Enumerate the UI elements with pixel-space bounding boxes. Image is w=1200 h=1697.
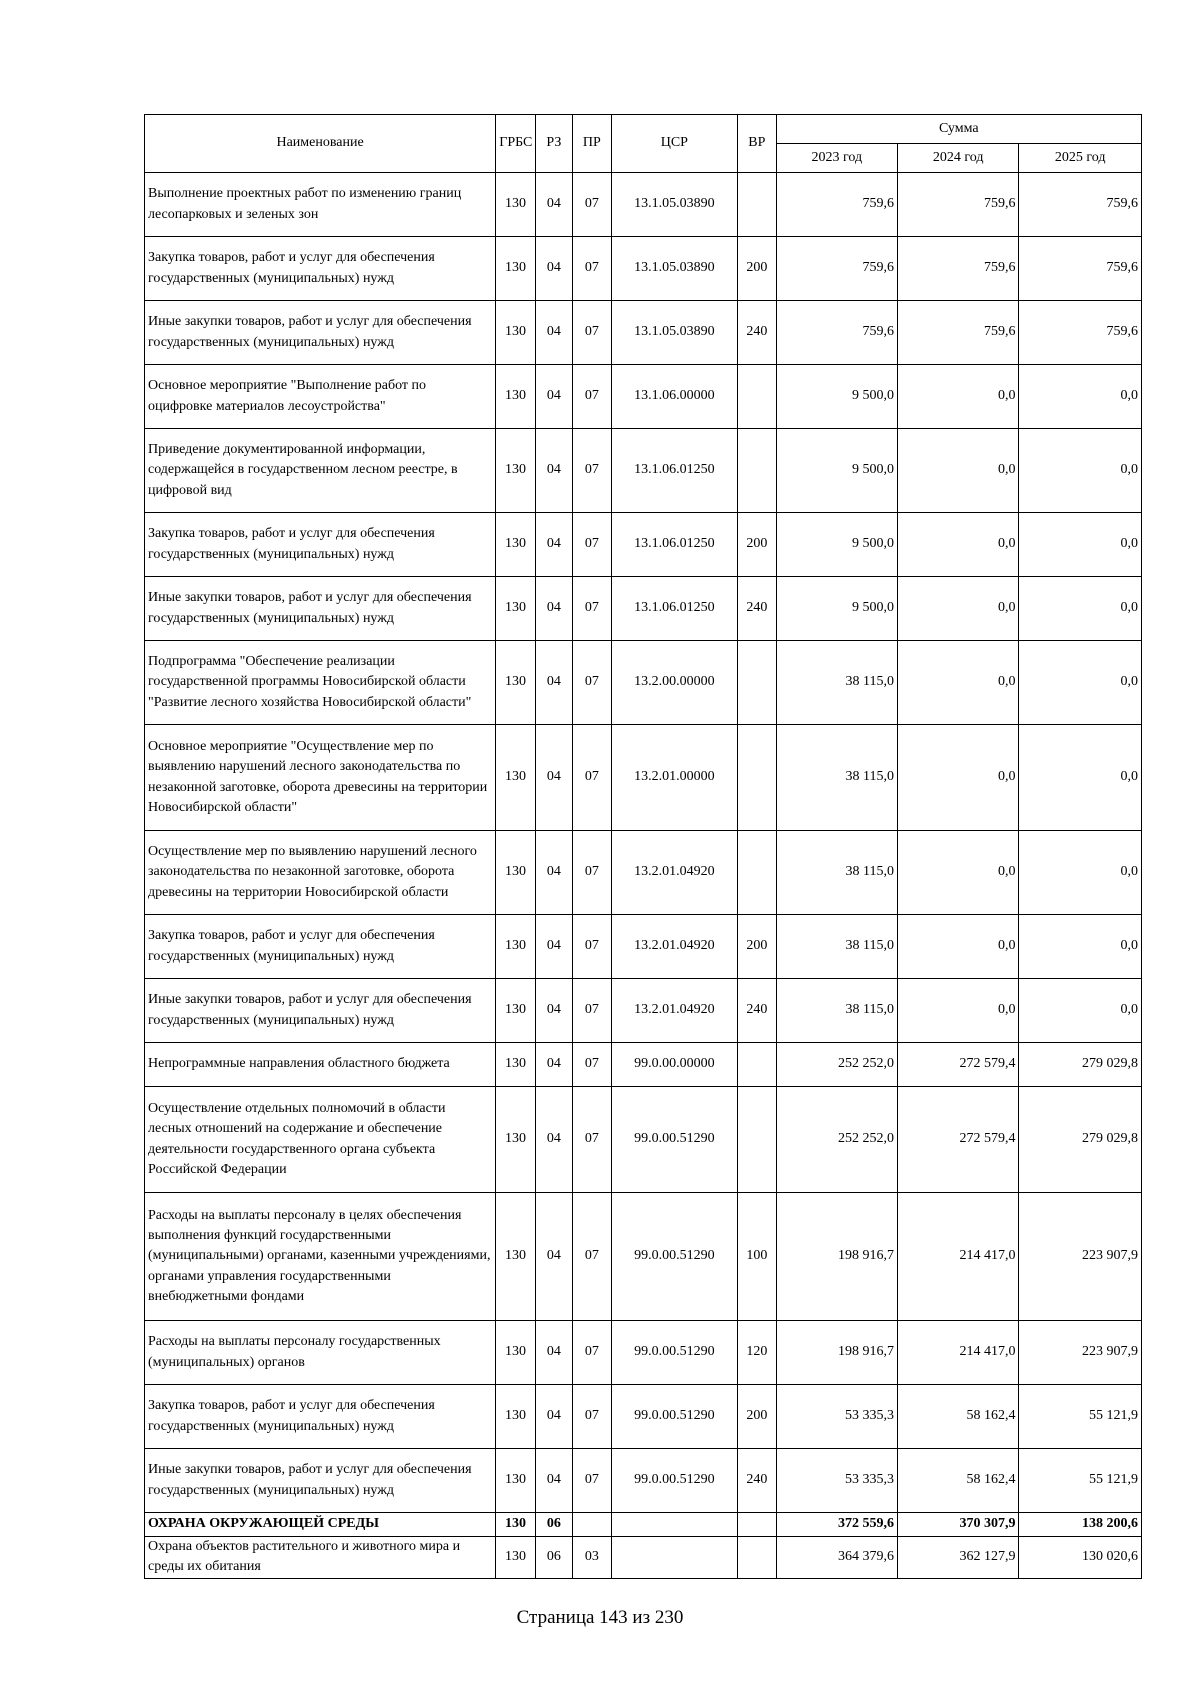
cell-grbs: 130 (496, 641, 535, 725)
cell-csr: 13.2.01.00000 (611, 725, 738, 831)
cell-y2023: 252 252,0 (776, 1043, 897, 1087)
cell-csr (611, 1537, 738, 1579)
cell-pr: 07 (573, 513, 611, 577)
cell-vr: 240 (738, 301, 776, 365)
cell-vr (738, 1537, 776, 1579)
cell-name: Выполнение проектных работ по изменению границ лесопарковых и зеленых зон (145, 173, 496, 237)
cell-vr (738, 831, 776, 915)
cell-vr: 240 (738, 577, 776, 641)
cell-grbs: 130 (496, 301, 535, 365)
cell-vr: 200 (738, 237, 776, 301)
table-row (145, 1449, 1142, 1513)
cell-y2025: 0,0 (1019, 915, 1142, 979)
cell-y2025: 0,0 (1019, 831, 1142, 915)
cell-rz: 04 (535, 1043, 572, 1087)
cell-name: Расходы на выплаты персоналу в целях обеспечения выполнения функций государственными (муниципальными) органами, казенными учреждениями, органами управления государственными внебюджетными фондами (145, 1193, 496, 1321)
cell-y2025: 0,0 (1019, 725, 1142, 831)
cell-y2023: 9 500,0 (776, 365, 897, 429)
cell-rz: 04 (535, 641, 572, 725)
cell-grbs: 130 (496, 1193, 535, 1321)
cell-y2024: 0,0 (898, 979, 1019, 1043)
cell-name: Охрана объектов растительного и животного мира и среды их обитания (145, 1537, 496, 1579)
cell-pr: 07 (573, 831, 611, 915)
table-row (145, 365, 1142, 429)
table-row (145, 429, 1142, 513)
cell-y2023: 53 335,3 (776, 1385, 897, 1449)
cell-y2025: 223 907,9 (1019, 1321, 1142, 1385)
cell-name: Закупка товаров, работ и услуг для обеспечения государственных (муниципальных) нужд (145, 915, 496, 979)
cell-name: Основное мероприятие "Выполнение работ по оцифровке материалов лесоустройства" (145, 365, 496, 429)
header-sum: Сумма (776, 115, 1141, 144)
cell-pr: 07 (573, 1385, 611, 1449)
cell-y2025: 55 121,9 (1019, 1385, 1142, 1449)
table-row (145, 173, 1142, 237)
cell-csr: 99.0.00.51290 (611, 1385, 738, 1449)
cell-vr: 240 (738, 979, 776, 1043)
cell-y2024: 362 127,9 (898, 1537, 1019, 1579)
cell-y2024: 0,0 (898, 915, 1019, 979)
cell-rz: 04 (535, 301, 572, 365)
cell-y2025: 0,0 (1019, 429, 1142, 513)
cell-pr: 07 (573, 237, 611, 301)
cell-y2024: 0,0 (898, 513, 1019, 577)
cell-grbs: 130 (496, 173, 535, 237)
cell-grbs: 130 (496, 429, 535, 513)
table-row (145, 979, 1142, 1043)
cell-y2025: 0,0 (1019, 513, 1142, 577)
cell-pr: 07 (573, 725, 611, 831)
cell-pr: 07 (573, 577, 611, 641)
cell-name: Иные закупки товаров, работ и услуг для обеспечения государственных (муниципальных) нужд (145, 1449, 496, 1513)
cell-rz: 04 (535, 365, 572, 429)
cell-csr: 13.2.01.04920 (611, 915, 738, 979)
table-row (145, 1321, 1142, 1385)
table-row (145, 513, 1142, 577)
table-row (145, 1513, 1142, 1537)
cell-pr: 07 (573, 173, 611, 237)
cell-pr: 07 (573, 1043, 611, 1087)
cell-rz: 04 (535, 915, 572, 979)
cell-y2023: 759,6 (776, 173, 897, 237)
header-grbs: ГРБС (496, 115, 535, 173)
cell-grbs: 130 (496, 1449, 535, 1513)
cell-csr: 99.0.00.51290 (611, 1449, 738, 1513)
cell-csr: 13.2.00.00000 (611, 641, 738, 725)
cell-y2023: 252 252,0 (776, 1087, 897, 1193)
cell-rz: 04 (535, 577, 572, 641)
cell-y2025: 0,0 (1019, 577, 1142, 641)
cell-vr: 120 (738, 1321, 776, 1385)
cell-vr: 100 (738, 1193, 776, 1321)
cell-pr: 07 (573, 365, 611, 429)
cell-grbs: 130 (496, 915, 535, 979)
table-row (145, 1385, 1142, 1449)
table-row (145, 1537, 1142, 1579)
cell-y2024: 0,0 (898, 725, 1019, 831)
cell-grbs: 130 (496, 237, 535, 301)
cell-name: Иные закупки товаров, работ и услуг для обеспечения государственных (муниципальных) нужд (145, 577, 496, 641)
cell-y2025: 759,6 (1019, 173, 1142, 237)
cell-grbs: 130 (496, 831, 535, 915)
cell-pr: 07 (573, 641, 611, 725)
cell-pr: 07 (573, 1321, 611, 1385)
cell-vr (738, 365, 776, 429)
cell-y2024: 0,0 (898, 365, 1019, 429)
cell-y2025: 759,6 (1019, 237, 1142, 301)
cell-pr: 03 (573, 1537, 611, 1579)
cell-rz: 04 (535, 1193, 572, 1321)
cell-vr: 240 (738, 1449, 776, 1513)
cell-name: Закупка товаров, работ и услуг для обеспечения государственных (муниципальных) нужд (145, 237, 496, 301)
table-row (145, 1043, 1142, 1087)
header-vr: ВР (738, 115, 776, 173)
cell-name: Непрограммные направления областного бюджета (145, 1043, 496, 1087)
cell-name: Иные закупки товаров, работ и услуг для обеспечения государственных (муниципальных) нужд (145, 979, 496, 1043)
table-row (145, 831, 1142, 915)
cell-y2025: 0,0 (1019, 641, 1142, 725)
cell-pr: 07 (573, 301, 611, 365)
cell-grbs: 130 (496, 725, 535, 831)
table-header (145, 115, 1142, 173)
cell-y2025: 0,0 (1019, 365, 1142, 429)
cell-vr (738, 725, 776, 831)
cell-rz: 04 (535, 725, 572, 831)
table-row (145, 915, 1142, 979)
table-row (145, 237, 1142, 301)
cell-csr: 13.1.06.01250 (611, 429, 738, 513)
cell-y2024: 272 579,4 (898, 1043, 1019, 1087)
table-row (145, 641, 1142, 725)
cell-y2023: 38 115,0 (776, 915, 897, 979)
cell-y2023: 364 379,6 (776, 1537, 897, 1579)
cell-rz: 04 (535, 831, 572, 915)
header-rz: РЗ (535, 115, 572, 173)
cell-y2025: 759,6 (1019, 301, 1142, 365)
cell-y2024: 759,6 (898, 237, 1019, 301)
cell-rz: 04 (535, 1449, 572, 1513)
cell-y2024: 214 417,0 (898, 1321, 1019, 1385)
header-csr: ЦСР (611, 115, 738, 173)
cell-name: Осуществление мер по выявлению нарушений лесного законодательства по незаконной заготовке, оборота древесины на территории Новосибирской области (145, 831, 496, 915)
cell-csr: 13.2.01.04920 (611, 979, 738, 1043)
cell-csr: 13.1.06.01250 (611, 513, 738, 577)
cell-vr (738, 1043, 776, 1087)
cell-name: ОХРАНА ОКРУЖАЮЩЕЙ СРЕДЫ (145, 1513, 496, 1537)
cell-y2023: 372 559,6 (776, 1513, 897, 1537)
cell-csr: 99.0.00.51290 (611, 1193, 738, 1321)
cell-rz: 04 (535, 513, 572, 577)
cell-pr (573, 1513, 611, 1537)
cell-csr: 99.0.00.51290 (611, 1321, 738, 1385)
cell-grbs: 130 (496, 577, 535, 641)
cell-y2025: 279 029,8 (1019, 1043, 1142, 1087)
cell-grbs: 130 (496, 1321, 535, 1385)
cell-rz: 04 (535, 1385, 572, 1449)
cell-csr: 13.2.01.04920 (611, 831, 738, 915)
cell-vr (738, 1087, 776, 1193)
cell-grbs: 130 (496, 1043, 535, 1087)
cell-rz: 04 (535, 429, 572, 513)
cell-y2023: 9 500,0 (776, 429, 897, 513)
cell-y2024: 370 307,9 (898, 1513, 1019, 1537)
cell-name: Приведение документированной информации, содержащейся в государственном лесном реестре, в цифровой вид (145, 429, 496, 513)
cell-csr: 99.0.00.51290 (611, 1087, 738, 1193)
cell-y2024: 58 162,4 (898, 1385, 1019, 1449)
cell-rz: 04 (535, 173, 572, 237)
cell-pr: 07 (573, 1193, 611, 1321)
cell-csr: 13.1.05.03890 (611, 237, 738, 301)
cell-vr: 200 (738, 513, 776, 577)
cell-name: Иные закупки товаров, работ и услуг для обеспечения государственных (муниципальных) нужд (145, 301, 496, 365)
cell-rz: 04 (535, 1087, 572, 1193)
cell-y2023: 38 115,0 (776, 725, 897, 831)
cell-rz: 06 (535, 1537, 572, 1579)
cell-csr (611, 1513, 738, 1537)
cell-name: Закупка товаров, работ и услуг для обеспечения государственных (муниципальных) нужд (145, 513, 496, 577)
cell-csr: 13.1.06.01250 (611, 577, 738, 641)
cell-grbs: 130 (496, 979, 535, 1043)
cell-name: Закупка товаров, работ и услуг для обеспечения государственных (муниципальных) нужд (145, 1385, 496, 1449)
cell-csr: 99.0.00.00000 (611, 1043, 738, 1087)
cell-pr: 07 (573, 915, 611, 979)
cell-y2024: 58 162,4 (898, 1449, 1019, 1513)
cell-name: Основное мероприятие "Осуществление мер по выявлению нарушений лесного законодательства по незаконной заготовке, оборота древесины на территории Новосибирской области" (145, 725, 496, 831)
cell-y2024: 759,6 (898, 301, 1019, 365)
cell-vr (738, 429, 776, 513)
cell-name: Подпрограмма "Обеспечение реализации государственной программы Новосибирской области "Развитие лесного хозяйства Новосибирской области" (145, 641, 496, 725)
cell-rz: 06 (535, 1513, 572, 1537)
cell-grbs: 130 (496, 1537, 535, 1579)
cell-vr (738, 173, 776, 237)
cell-y2024: 759,6 (898, 173, 1019, 237)
table-body (145, 173, 1142, 1579)
cell-vr (738, 1513, 776, 1537)
cell-pr: 07 (573, 1449, 611, 1513)
page-number: Страница 143 из 230 (516, 1607, 684, 1628)
cell-y2025: 0,0 (1019, 979, 1142, 1043)
cell-grbs: 130 (496, 1385, 535, 1449)
cell-y2025: 279 029,8 (1019, 1087, 1142, 1193)
table-row (145, 725, 1142, 831)
cell-y2023: 198 916,7 (776, 1193, 897, 1321)
cell-y2023: 53 335,3 (776, 1449, 897, 1513)
cell-y2024: 214 417,0 (898, 1193, 1019, 1321)
cell-grbs: 130 (496, 1513, 535, 1537)
cell-y2024: 0,0 (898, 429, 1019, 513)
header-2025: 2025 год (1019, 144, 1142, 173)
cell-y2023: 38 115,0 (776, 831, 897, 915)
cell-rz: 04 (535, 237, 572, 301)
cell-rz: 04 (535, 1321, 572, 1385)
cell-grbs: 130 (496, 513, 535, 577)
table-row (145, 1193, 1142, 1321)
table-row (145, 301, 1142, 365)
cell-vr: 200 (738, 1385, 776, 1449)
cell-pr: 07 (573, 1087, 611, 1193)
cell-pr: 07 (573, 979, 611, 1043)
cell-y2024: 0,0 (898, 831, 1019, 915)
cell-grbs: 130 (496, 365, 535, 429)
header-pr: ПР (573, 115, 611, 173)
header-2024: 2024 год (898, 144, 1019, 173)
cell-csr: 13.1.06.00000 (611, 365, 738, 429)
cell-y2025: 55 121,9 (1019, 1449, 1142, 1513)
budget-table (144, 114, 1142, 1579)
cell-y2023: 759,6 (776, 237, 897, 301)
cell-y2025: 223 907,9 (1019, 1193, 1142, 1321)
cell-y2023: 198 916,7 (776, 1321, 897, 1385)
cell-csr: 13.1.05.03890 (611, 173, 738, 237)
header-2023: 2023 год (776, 144, 897, 173)
cell-vr (738, 641, 776, 725)
cell-grbs: 130 (496, 1087, 535, 1193)
cell-y2023: 9 500,0 (776, 513, 897, 577)
cell-y2023: 759,6 (776, 301, 897, 365)
cell-y2023: 9 500,0 (776, 577, 897, 641)
header-name: Наименование (145, 115, 496, 173)
cell-y2023: 38 115,0 (776, 641, 897, 725)
cell-y2025: 130 020,6 (1019, 1537, 1142, 1579)
cell-rz: 04 (535, 979, 572, 1043)
cell-y2024: 0,0 (898, 577, 1019, 641)
cell-y2024: 0,0 (898, 641, 1019, 725)
table-row (145, 577, 1142, 641)
cell-pr: 07 (573, 429, 611, 513)
cell-name: Расходы на выплаты персоналу государственных (муниципальных) органов (145, 1321, 496, 1385)
cell-vr: 200 (738, 915, 776, 979)
cell-y2025: 138 200,6 (1019, 1513, 1142, 1537)
cell-y2023: 38 115,0 (776, 979, 897, 1043)
table-row (145, 1087, 1142, 1193)
cell-name: Осуществление отдельных полномочий в области лесных отношений на содержание и обеспечение деятельности государственного органа субъекта Российской Федерации (145, 1087, 496, 1193)
cell-y2024: 272 579,4 (898, 1087, 1019, 1193)
cell-csr: 13.1.05.03890 (611, 301, 738, 365)
